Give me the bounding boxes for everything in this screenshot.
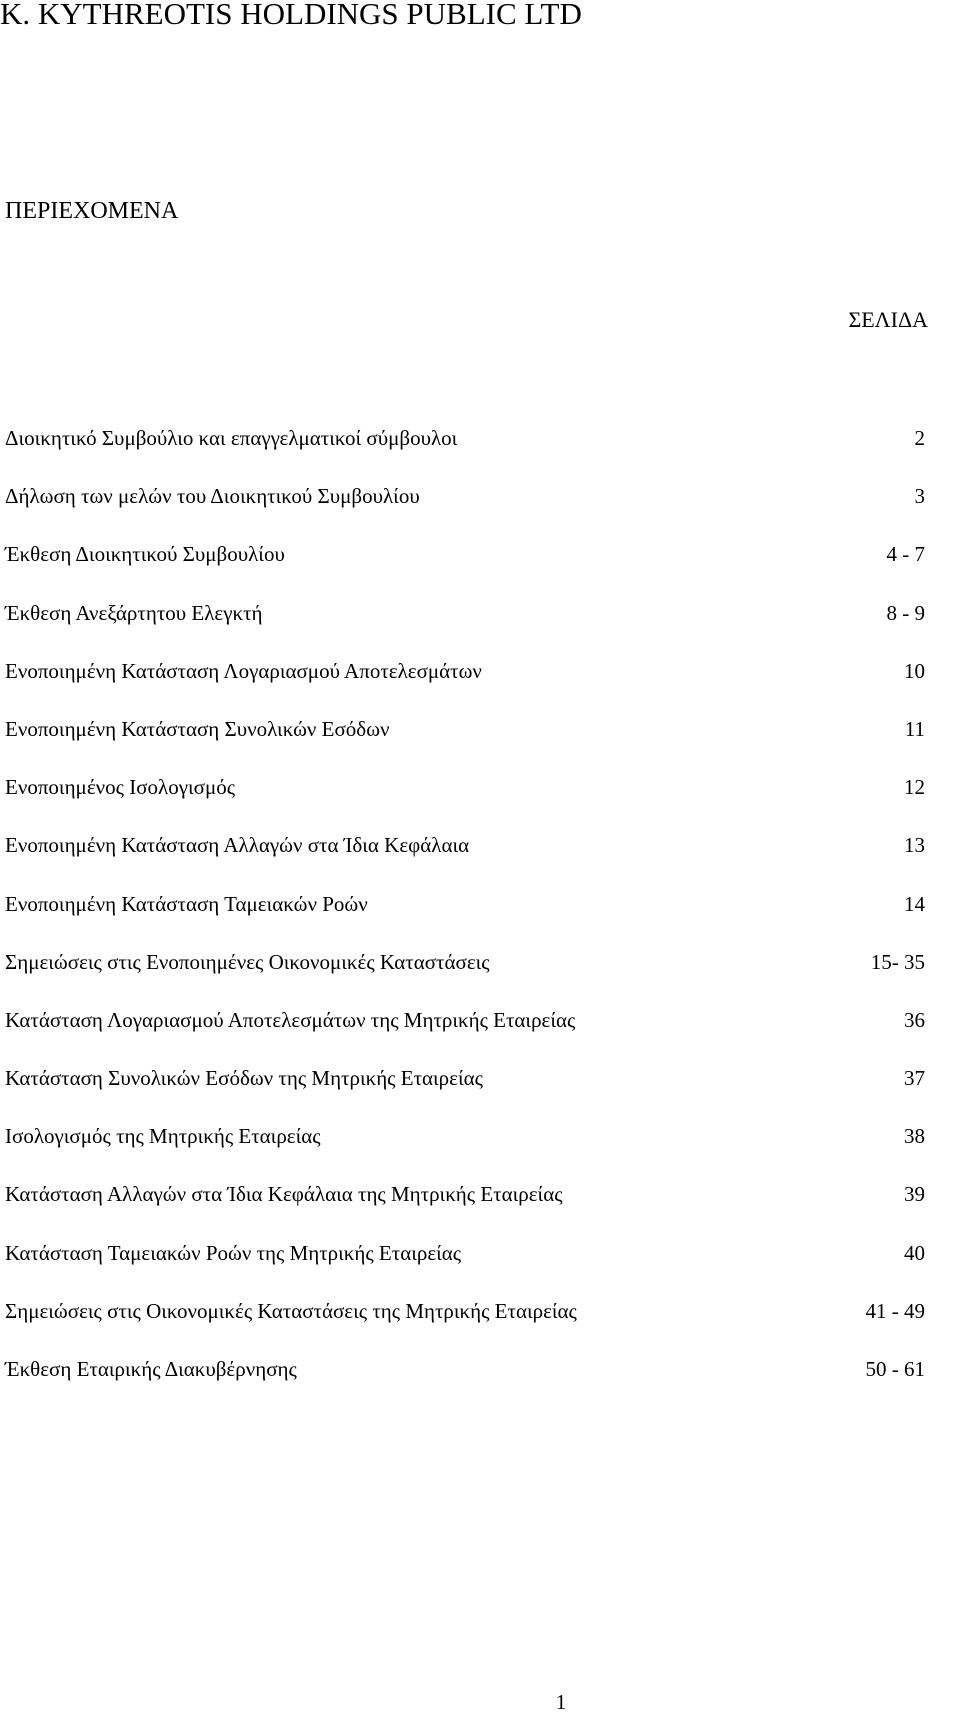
toc-row [5, 599, 925, 657]
toc-title: Ισολογισμός της Μητρικής Εταιρείας [5, 1124, 321, 1149]
toc-row [5, 773, 925, 831]
page-column-heading: ΣΕΛΙΔΑ [848, 307, 928, 332]
toc-page: 11 [904, 716, 925, 741]
toc-page: 3 [914, 484, 925, 509]
toc-page: 4 - 7 [886, 542, 925, 567]
toc-page: 41 - 49 [865, 1298, 925, 1323]
toc-page: 40 [904, 1240, 925, 1265]
toc-title: Ενοποιημένος Ισολογισμός [5, 775, 236, 800]
toc-row [5, 1180, 925, 1238]
toc-row [5, 540, 925, 598]
toc-title: Κατάσταση Λογαριασμού Αποτελεσμάτων της Μητρικής Εταιρείας [5, 1007, 576, 1032]
toc-row [5, 1064, 925, 1122]
toc-title: Σημειώσεις στις Οικονομικές Καταστάσεις της Μητρικής Εταιρείας [5, 1298, 577, 1323]
toc-title: Ενοποιημένη Κατάσταση Αλλαγών στα Ίδια Κεφάλαια [5, 833, 470, 858]
toc-row [5, 890, 925, 948]
toc-row [5, 948, 925, 1006]
toc-title: Κατάσταση Συνολικών Εσόδων της Μητρικής Εταιρείας [5, 1066, 483, 1091]
toc-page: 36 [904, 1007, 925, 1032]
toc-page: 37 [904, 1066, 925, 1091]
toc-page: 15- 35 [870, 949, 925, 974]
toc-page: 13 [904, 833, 925, 858]
toc-page: 2 [914, 426, 925, 450]
table-of-contents [5, 424, 925, 1413]
toc-page: 10 [904, 658, 925, 683]
toc-title: Έκθεση Εταιρικής Διακυβέρνησης [5, 1357, 297, 1381]
toc-title: Ενοποιημένη Κατάσταση Συνολικών Εσόδων [5, 716, 390, 741]
toc-row [5, 482, 925, 540]
toc-title: Ενοποιημένη Κατάσταση Λογαριασμού Αποτελεσμάτων [5, 658, 482, 683]
toc-title: Έκθεση Διοικητικού Συμβουλίου [5, 542, 285, 567]
toc-title: Δήλωση των μελών του Διοικητικού Συμβουλίου [5, 484, 420, 509]
toc-row [5, 1239, 925, 1297]
toc-page: 50 - 61 [865, 1357, 925, 1381]
page-number: 1 [555, 1690, 567, 1714]
toc-row [5, 1297, 925, 1355]
toc-page: 14 [904, 891, 925, 916]
toc-title: Ενοποιημένη Κατάσταση Ταμειακών Ροών [5, 891, 368, 916]
toc-title: Σημειώσεις στις Ενοποιημένες Οικονομικές Καταστάσεις [5, 949, 490, 974]
toc-row [5, 657, 925, 715]
toc-row [5, 831, 925, 889]
toc-row [5, 1006, 925, 1064]
toc-title: Έκθεση Ανεξάρτητου Ελεγκτή [5, 600, 263, 625]
toc-row [5, 715, 925, 773]
toc-page: 12 [904, 775, 925, 800]
toc-title: Κατάσταση Ταμειακών Ροών της Μητρικής Εταιρείας [5, 1240, 462, 1265]
toc-row [5, 424, 925, 482]
contents-heading: ΠΕΡΙΕΧΟΜΕΝΑ [5, 198, 179, 224]
toc-page: 39 [904, 1182, 925, 1207]
toc-page: 38 [904, 1124, 925, 1149]
toc-row [5, 1122, 925, 1180]
company-name: K. KYTHREOTIS HOLDINGS PUBLIC LTD [0, 0, 582, 31]
toc-page: 8 - 9 [886, 600, 925, 625]
toc-row [5, 1355, 925, 1413]
toc-title: Διοικητικό Συμβούλιο και επαγγελματικοί σύμβουλοι [5, 426, 458, 450]
toc-title: Κατάσταση Αλλαγών στα Ίδια Κεφάλαια της Μητρικής Εταιρείας [5, 1182, 563, 1207]
